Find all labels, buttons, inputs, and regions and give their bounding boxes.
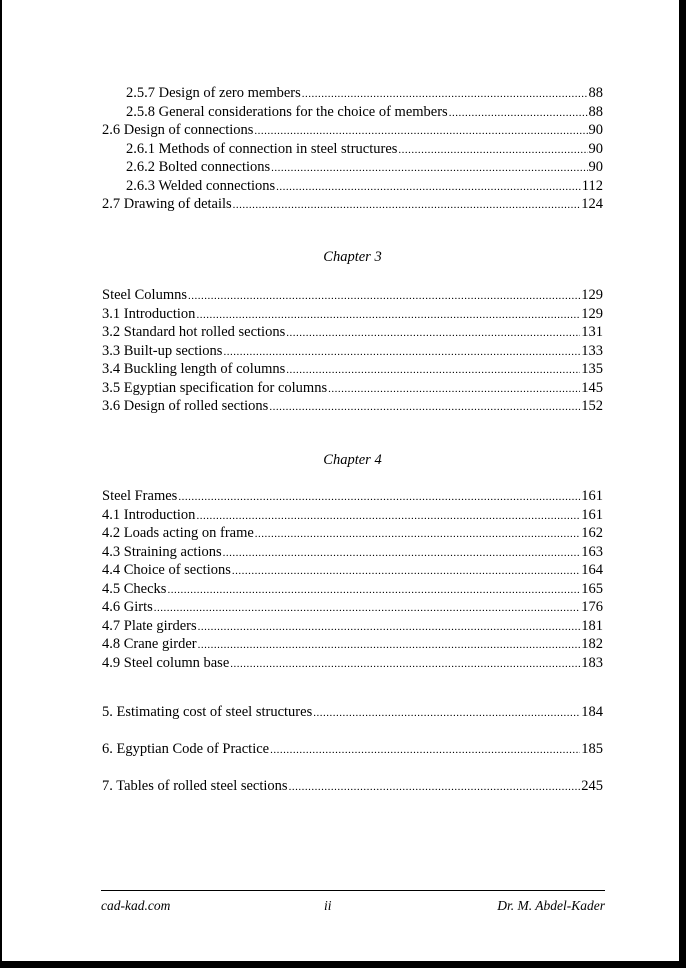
toc-entry xyxy=(102,635,603,654)
toc-entry-page: 90 xyxy=(588,122,603,138)
toc-entry xyxy=(102,506,603,525)
leader-dots xyxy=(276,178,581,197)
toc-entry-title: 4.7 Plate girders xyxy=(102,617,197,634)
toc-chapter-3 xyxy=(102,286,603,416)
toc-entry-page: 90 xyxy=(588,140,603,157)
toc-entry xyxy=(102,360,603,379)
toc-entry-title: 4.4 Choice of sections xyxy=(102,562,231,578)
leader-dots xyxy=(255,525,580,544)
toc-entry-title: 3.5 Egyptian specification for columns xyxy=(102,379,328,396)
leader-dots xyxy=(254,122,587,141)
toc-entry xyxy=(102,195,603,214)
toc-entry-title: 2.6.2 Bolted connections xyxy=(126,159,271,175)
leader-dots xyxy=(198,618,581,637)
toc-entry xyxy=(102,397,603,416)
toc-entry xyxy=(102,617,603,636)
toc-entry-page: 145 xyxy=(581,379,603,396)
toc-entry-page: 164 xyxy=(581,562,603,578)
chapter-3-heading: Chapter 3 xyxy=(323,249,382,265)
leader-dots xyxy=(286,324,580,343)
chapter-4-heading: Chapter 4 xyxy=(323,452,382,468)
footer-website: cad-kad.com xyxy=(101,898,171,913)
footer-rule xyxy=(101,890,605,891)
toc-entry-title: 2.6.3 Welded connections xyxy=(126,177,276,194)
leader-dots xyxy=(398,141,587,160)
toc-entry-6 xyxy=(102,740,603,759)
toc-entry-title: Steel Columns xyxy=(102,287,187,303)
leader-dots xyxy=(313,704,580,723)
toc-entry-title: 3.4 Buckling length of columns xyxy=(102,361,286,377)
toc-entry-title: 2.6.1 Methods of connection in steel structures xyxy=(126,140,398,157)
toc-entry-title: 2.7 Drawing of details xyxy=(102,196,232,212)
leader-dots xyxy=(230,655,580,674)
leader-dots xyxy=(154,599,581,618)
toc-section-2-cont xyxy=(102,84,603,214)
toc-entry xyxy=(102,740,603,759)
toc-entry-page: 88 xyxy=(588,103,603,120)
toc-entry xyxy=(102,703,603,722)
leader-dots xyxy=(233,196,581,215)
page-border-left xyxy=(0,0,2,968)
leader-dots xyxy=(223,343,580,362)
toc-entry-page: 90 xyxy=(588,159,603,175)
toc-entry-page: 129 xyxy=(581,287,603,303)
toc-entry xyxy=(102,177,603,196)
toc-entry xyxy=(102,598,603,617)
toc-entry xyxy=(102,487,603,506)
toc-entry xyxy=(102,580,603,599)
toc-entry-page: 133 xyxy=(581,342,603,359)
leader-dots xyxy=(188,287,580,306)
toc-entry-title: 4.2 Loads acting on frame xyxy=(102,525,254,541)
toc-entry xyxy=(102,158,603,177)
page-border-bottom xyxy=(0,961,686,968)
leader-dots xyxy=(270,741,580,760)
toc-entry-title: 3.3 Built-up sections xyxy=(102,342,223,359)
toc-entry-7 xyxy=(102,777,603,796)
page-border-right xyxy=(679,0,686,968)
toc-entry-title: 2.5.8 General considerations for the choice of members xyxy=(126,103,448,120)
leader-dots xyxy=(178,488,580,507)
toc-entry-page: 161 xyxy=(581,488,603,504)
toc-entry-page: 162 xyxy=(581,525,603,541)
toc-entry xyxy=(102,342,603,361)
toc-entry-page: 131 xyxy=(581,324,603,340)
toc-entry-page: 165 xyxy=(581,580,603,597)
toc-entry xyxy=(102,561,603,580)
toc-entry xyxy=(102,121,603,140)
toc-entry-page: 135 xyxy=(581,361,603,377)
toc-entry xyxy=(102,84,603,103)
toc-entry-title: 5. Estimating cost of steel structures xyxy=(102,704,313,720)
toc-entry-5 xyxy=(102,703,603,722)
toc-entry-page: 112 xyxy=(581,177,603,194)
leader-dots xyxy=(289,778,581,797)
toc-entry-page: 245 xyxy=(581,778,603,794)
footer-author: Dr. M. Abdel-Kader xyxy=(497,898,605,913)
toc-entry-page: 161 xyxy=(581,506,603,523)
toc-entry xyxy=(102,654,603,673)
leader-dots xyxy=(269,398,580,417)
toc-entry-page: 176 xyxy=(581,599,603,615)
toc-entry-page: 129 xyxy=(581,305,603,322)
toc-entry xyxy=(102,543,603,562)
leader-dots xyxy=(271,159,587,178)
leader-dots xyxy=(286,361,580,380)
toc-entry-title: 4.1 Introduction xyxy=(102,506,196,523)
toc-entry-title: 4.8 Crane girder xyxy=(102,636,197,652)
toc-entry-page: 184 xyxy=(581,704,603,720)
leader-dots xyxy=(302,85,588,104)
toc-entry xyxy=(102,323,603,342)
toc-entry-page: 182 xyxy=(581,636,603,652)
leader-dots xyxy=(449,104,588,123)
toc-entry xyxy=(102,140,603,159)
toc-entry xyxy=(102,524,603,543)
toc-entry-title: 4.5 Checks xyxy=(102,580,167,597)
leader-dots xyxy=(223,544,581,563)
toc-chapter-4 xyxy=(102,487,603,672)
toc-entry-page: 185 xyxy=(581,741,603,757)
leader-dots xyxy=(328,380,580,399)
toc-entry-title: 3.6 Design of rolled sections xyxy=(102,398,269,414)
footer-page-number: ii xyxy=(324,898,332,913)
toc-entry-page: 163 xyxy=(581,543,603,560)
toc-entry xyxy=(102,305,603,324)
toc-entry-page: 181 xyxy=(581,617,603,634)
toc-entry xyxy=(102,286,603,305)
toc-entry-title: 2.6 Design of connections xyxy=(102,122,254,138)
toc-entry-page: 152 xyxy=(581,398,603,414)
toc-entry-page: 183 xyxy=(581,654,603,671)
toc-entry-title: 2.5.7 Design of zero members xyxy=(126,85,301,101)
toc-entry xyxy=(102,379,603,398)
leader-dots xyxy=(196,507,580,526)
toc-entry-page: 88 xyxy=(588,85,603,101)
toc-entry xyxy=(102,103,603,122)
toc-entry-title: 4.9 Steel column base xyxy=(102,654,230,671)
toc-entry xyxy=(102,777,603,796)
toc-entry-title: 3.2 Standard hot rolled sections xyxy=(102,324,286,340)
toc-entry-title: Steel Frames xyxy=(102,488,178,504)
toc-entry-title: 6. Egyptian Code of Practice xyxy=(102,741,270,757)
toc-entry-title: 3.1 Introduction xyxy=(102,305,196,322)
leader-dots xyxy=(167,581,580,600)
toc-entry-page: 124 xyxy=(581,196,603,212)
leader-dots xyxy=(198,636,581,655)
toc-entry-title: 7. Tables of rolled steel sections xyxy=(102,778,288,794)
toc-entry-title: 4.3 Straining actions xyxy=(102,543,222,560)
toc-entry-title: 4.6 Girts xyxy=(102,599,153,615)
leader-dots xyxy=(232,562,580,581)
leader-dots xyxy=(196,306,580,325)
